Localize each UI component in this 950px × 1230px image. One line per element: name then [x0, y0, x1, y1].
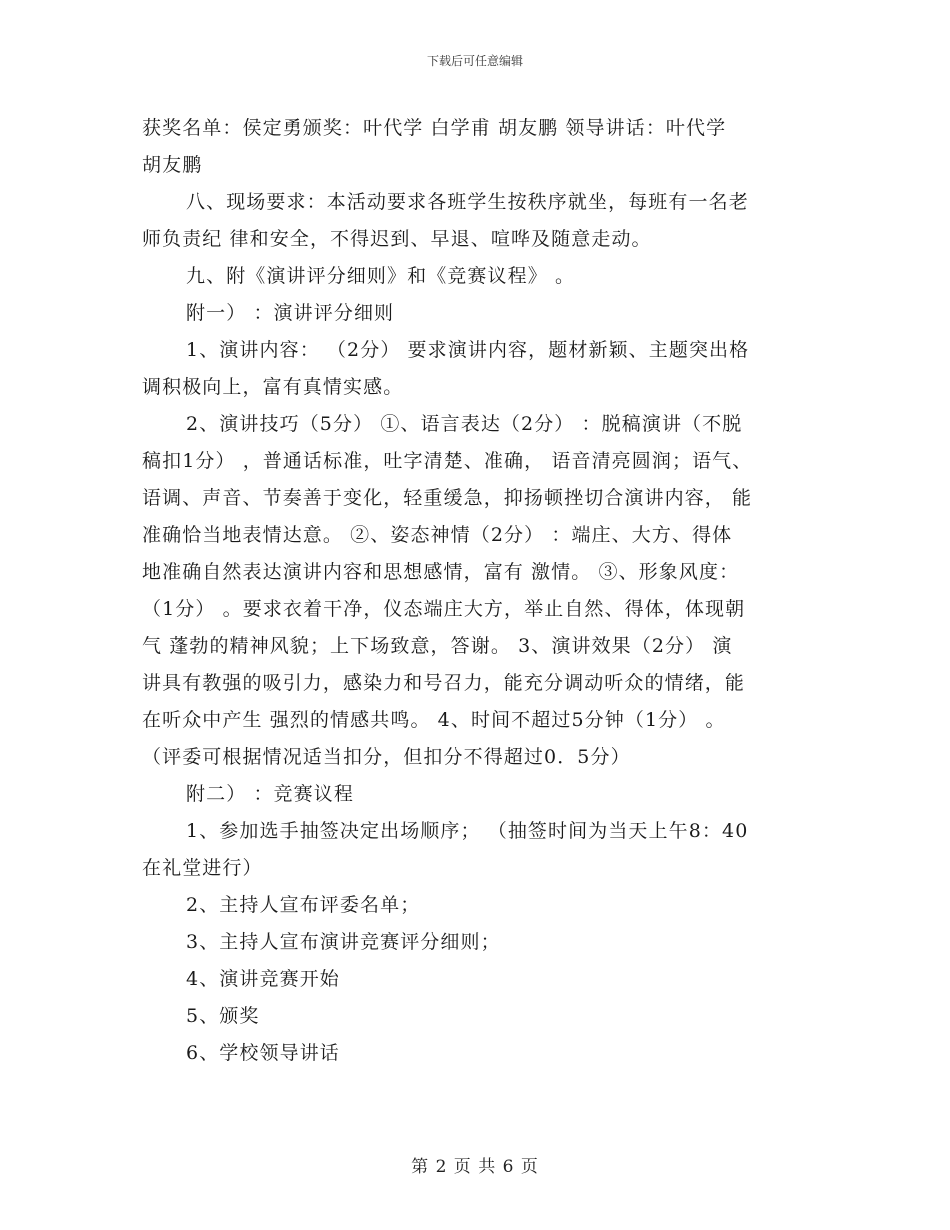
text-line: 语调、声音、节奏善于变化，轻重缓急，抑扬顿挫切合演讲内容， 能: [142, 487, 753, 509]
section-8-line: 八、现场要求：本活动要求各班学生按秩序就坐，每班有一名老: [186, 191, 749, 213]
section-9-line: 九、附《演讲评分细则》和《竞赛议程》 。: [186, 265, 576, 287]
text-line: 1、演讲内容： （2分） 要求演讲内容，题材新颖、主题突出格: [186, 339, 750, 361]
text-line: 准确恰当地表情达意。 ②、姿态神情（2分） ：端庄、大方、得体: [142, 524, 733, 546]
text-line: 稿扣1分） ，普通话标准，吐字清楚、准确， 语音清亮圆润；语气、: [142, 450, 753, 472]
agenda-item: 1、参加选手抽签决定出场顺序； （抽签时间为当天上午8：40: [186, 820, 749, 842]
text-line: 获奖名单：侯定勇颁奖：叶代学 白学甫 胡友鹏 领导讲话：叶代学: [142, 117, 727, 139]
text-line: （1分） 。要求衣着干净，仪态端庄大方，举止自然、得体，体现朝: [142, 598, 746, 620]
agenda-item: 5、颁奖: [186, 1005, 260, 1027]
text-line: 地准确自然表达演讲内容和思想感情，富有 激情。 ③、形象风度：: [142, 561, 740, 583]
text-line: 2、演讲技巧（5分） ①、语言表达（2分） ：脱稿演讲（不脱: [186, 413, 743, 435]
text-line: 师负责纪 律和安全，不得迟到、早退、喧哗及随意走动。: [142, 228, 652, 250]
text-line: 气 蓬勃的精神风貌；上下场致意，答谢。 3、演讲效果（2分） 演: [142, 635, 733, 657]
appendix-1-heading: 附一） ：演讲评分细则: [186, 302, 395, 324]
page-footer: 第 2 页 共 6 页: [411, 1157, 539, 1177]
agenda-item: 3、主持人宣布演讲竞赛评分细则；: [186, 931, 501, 953]
document-body: [142, 110, 806, 1072]
text-line: 调积极向上，富有真情实感。: [142, 376, 404, 398]
text-line: 在礼堂进行）: [142, 857, 263, 879]
text-line: （评委可根据情况适当扣分，但扣分不得超过0．5分）: [142, 746, 631, 768]
agenda-item: 2、主持人宣布评委名单；: [186, 894, 421, 916]
agenda-item: 4、演讲竞赛开始: [186, 968, 340, 990]
page-header: 下载后可任意编辑: [426, 54, 523, 68]
agenda-item: 6、学校领导讲话: [186, 1042, 340, 1064]
text-line: 讲具有教强的吸引力，感染力和号召力，能充分调动听众的情绪，能: [142, 672, 746, 694]
appendix-2-heading: 附二） ：竞赛议程: [186, 783, 354, 805]
text-line: 胡友鹏: [142, 154, 203, 176]
text-line: 在听众中产生 强烈的情感共鸣。 4、时间不超过5分钟（1分） 。: [142, 709, 726, 731]
